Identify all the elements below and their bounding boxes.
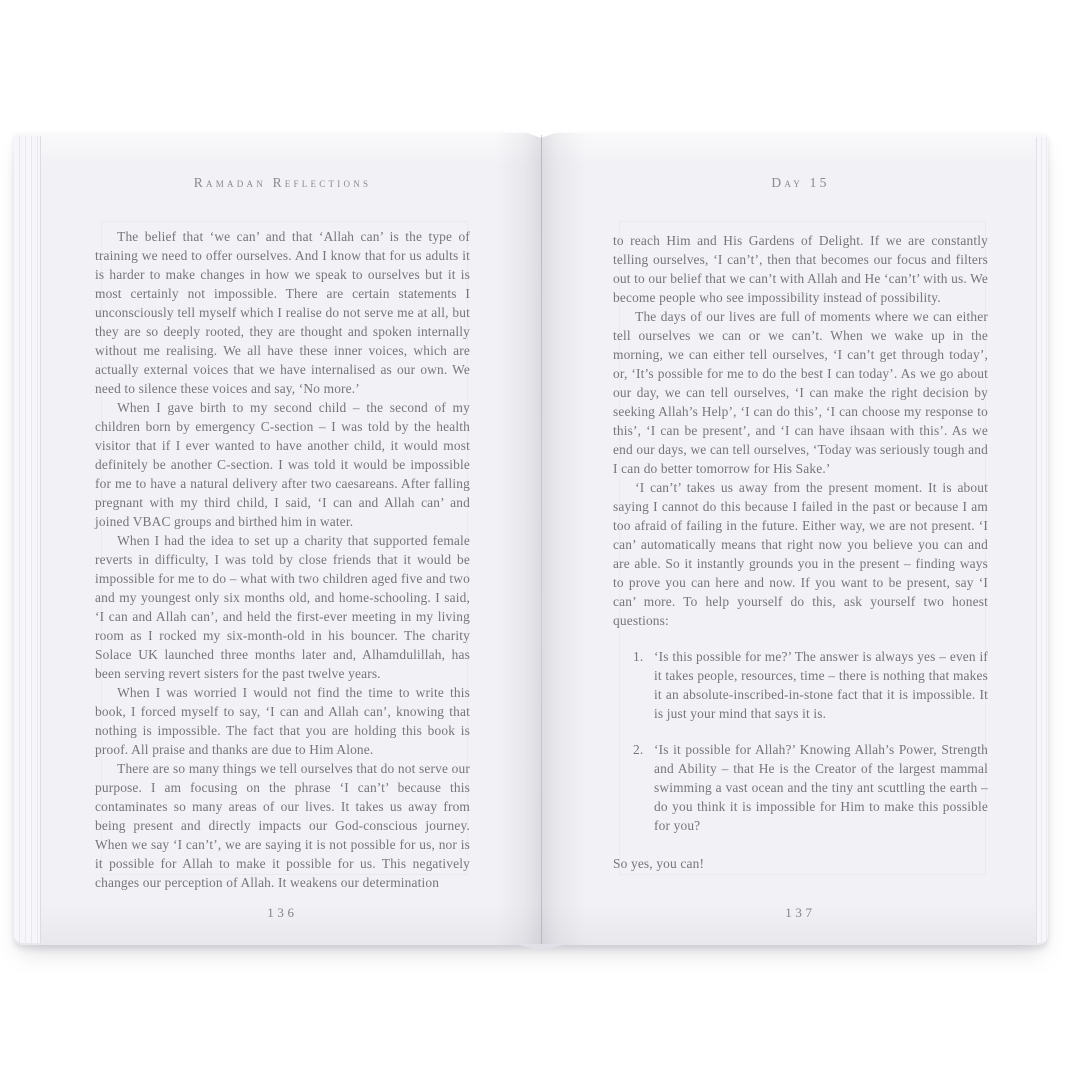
- closing-line: So yes, you can!: [613, 856, 705, 871]
- paragraph: When I gave birth to my second child – the second of my children born by emergency C-section – I was told by the health visitor that if I ever wanted to have another child, it would most definitely be another C-section. I was told it would be impossible for me to have a natural delivery after two caesareans. After falling pregnant with my third child, I said, ‘I can and Allah can’ and joined VBAC groups and birthed him in water.: [95, 400, 470, 529]
- list-marker: 2.: [633, 742, 644, 757]
- left-fore-edge-pages: [14, 136, 41, 943]
- list-item-text: ‘Is this possible for me?’ The answer is always yes – even if it takes people, resources, time – there is nothing that makes it an absolute-inscribed-in-stone fact that it is impossible. It is just your mind that says it is.: [654, 649, 988, 721]
- paragraph: When I had the idea to set up a charity that supported female reverts in difficulty, I was told by close friends that it would be impossible for me to do – what with two children aged five and two and my youngest only six months old, and home-schooling. I said, ‘I can and Allah can’, and held the first-ever meeting in my living room as I rocked my six-month-old in his bouncer. The charity Solace UK launched three months later and, Alhamdulillah, has been serving revert sisters for the past twelve years.: [95, 533, 470, 681]
- list-item: [633, 647, 988, 723]
- right-running-header: Day 15: [771, 175, 830, 190]
- right-page-number: 137: [785, 905, 816, 920]
- right-page-body: [613, 231, 988, 873]
- list-marker: 1.: [633, 649, 644, 664]
- spine-fold-line: [541, 135, 542, 945]
- left-running-header: Ramadan Reflections: [193, 175, 372, 190]
- right-page-paragraphs: [613, 307, 988, 630]
- list-item-text: ‘Is it possible for Allah?’ Knowing Allah’s Power, Strength and Ability – that He is the Creator of the largest mammal swimming a vast ocean and the tiny ant scuttling the earth – do you think it is impossible for Him to make this possible for you?: [654, 742, 988, 833]
- numbered-question-list: [613, 647, 988, 835]
- paragraph: There are so many things we tell ourselves that do not serve our purpose. I am focusing on the phrase ‘I can’t’ because this contaminates so many areas of our lives. It takes us away from being present and directly impacts our God-conscious journey. When we say ‘I can’t’, we are saying it is not possible for us, nor is it possible for Allah to make it possible for us. This negatively changes our perception of Allah. It weakens our determination: [95, 761, 470, 890]
- paragraph: The days of our lives are full of moments where we can either tell ourselves we can or we can’t. When we wake up in the morning, we can either tell ourselves, ‘I can’t get through today’, or, ‘It’s possible for me to do the best I can today’. As we go about our day, we can tell ourselves, ‘I can make the right decision by seeking Allah’s Help’, ‘I can do this’, ‘I can choose my response to this’, ‘I can be present’, and ‘I can have ihsaan with this’. As we end our days, we can tell ourselves, ‘Today was seriously tough and I can do better tomorrow for His Sake.’: [613, 309, 988, 476]
- continuation-paragraph: to reach Him and His Gardens of Delight. If we are constantly telling ourselves, ‘I can’t’, then that becomes our focus and filters out to our belief that we can’t with Allah and He ‘can’t’ with us. We become people who see impossibility instead of possibility.: [613, 233, 988, 305]
- paragraph: ‘I can’t’ takes us away from the present moment. It is about saying I cannot do this because I failed in the past or because I am too afraid of failing in the future. Either way, we are not present. ‘I can’ automatically means that right now you believe you can and are able. So it instantly grounds you in the present – finding ways to prove you can here and now. If you want to be present, say ‘I can’ more. To help yourself do this, ask yourself two honest questions:: [613, 480, 988, 628]
- left-page-number: 136: [267, 905, 298, 920]
- right-fore-edge-pages: [1036, 137, 1048, 943]
- list-item: [633, 740, 988, 835]
- paragraph: When I was worried I would not find the time to write this book, I forced myself to say, ‘I can and Allah can’, knowing that nothing is impossible. The fact that you are holding this book is proof. All praise and thanks are due to Him Alone.: [95, 685, 470, 757]
- left-page-body: [95, 227, 470, 892]
- right-page: [613, 133, 988, 945]
- left-page: [95, 133, 470, 945]
- paragraph: The belief that ‘we can’ and that ‘Allah can’ is the type of training we need to offer ourselves. And I know that for us adults it is harder to make changes in how we speak to ourselves but it is most certainly not impossible. There are certain statements I unconsciously tell myself which I realise do not serve me at all, but they are so deeply rooted, they are thought and spoken internally without me realising. We all have these inner voices, which are actually external voices that we have internalised as our own. We need to silence these voices and say, ‘No more.’: [95, 229, 470, 396]
- book-spine-gutter: [496, 133, 586, 945]
- open-book: [14, 133, 1048, 945]
